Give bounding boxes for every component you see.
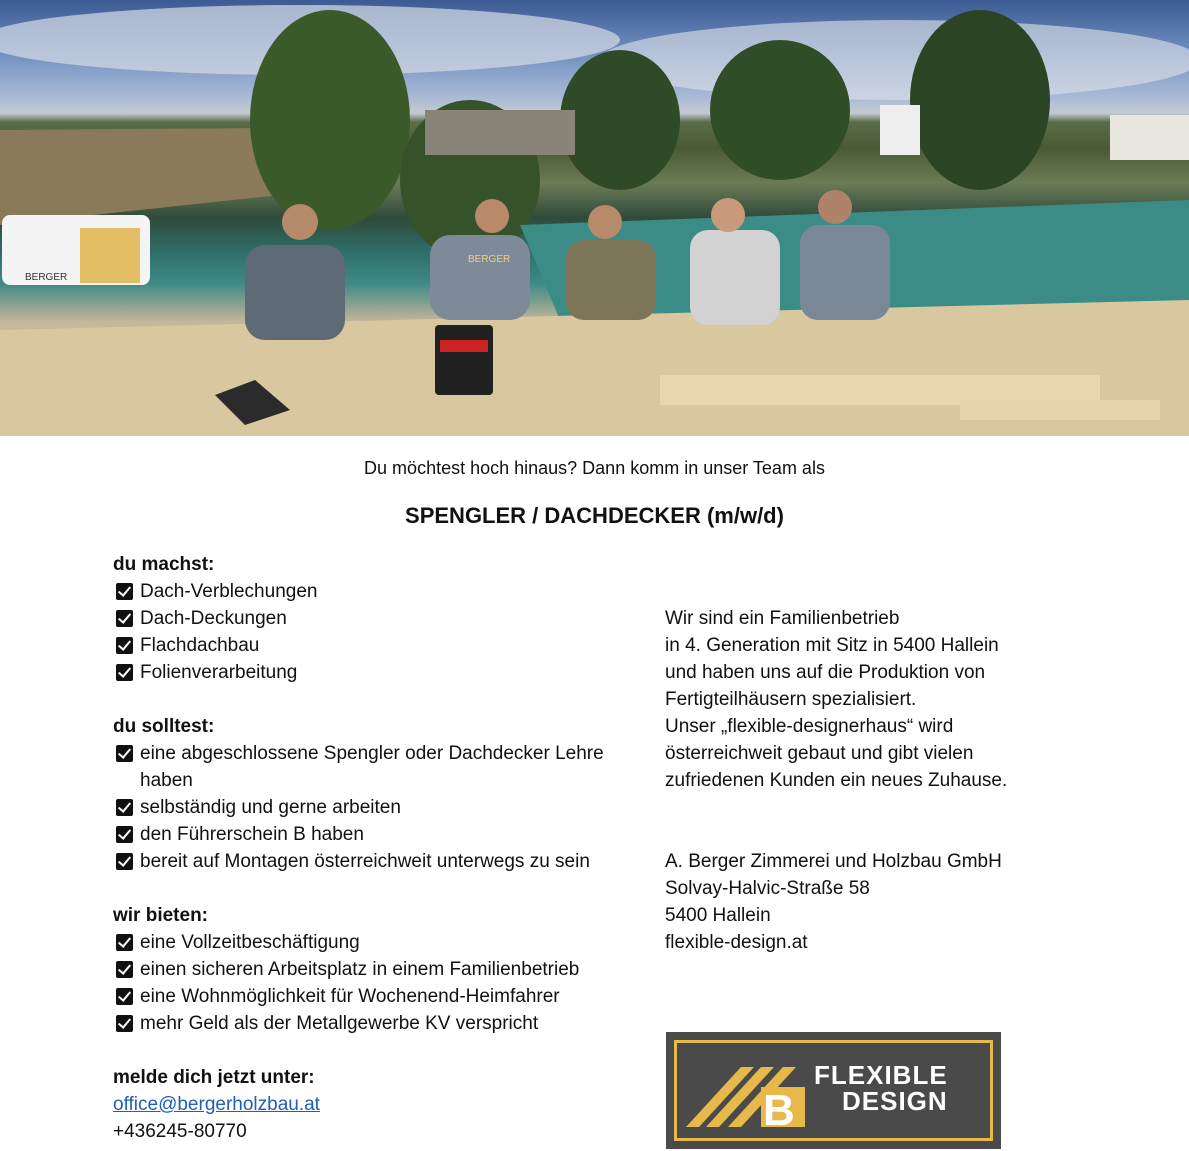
phone-number: +436245-80770 (113, 1121, 247, 1142)
about-line: und haben uns auf die Produktion von (665, 662, 986, 683)
checkbox-icon (116, 799, 133, 816)
shirt-text: BERGER (468, 254, 511, 265)
about-line: Fertigteilhäusern spezialisiert. (665, 689, 917, 710)
checkbox-icon (116, 745, 133, 762)
offer-heading: wir bieten: (113, 905, 209, 926)
company-city: 5400 Hallein (665, 905, 771, 926)
list-item: eine abgeschlossene Spengler oder Dachdecker Lehre haben (113, 740, 645, 794)
company-street: Solvay-Halvic-Straße 58 (665, 878, 870, 899)
checkbox-icon (116, 988, 133, 1005)
about-line: Wir sind ein Familienbetrieb (665, 608, 900, 629)
list-item: einen sicheren Arbeitsplatz in einem Familienbetrieb (113, 956, 653, 983)
checkbox-icon (116, 1015, 133, 1032)
checkbox-icon (116, 610, 133, 627)
list-item: Dach-Deckungen (113, 605, 653, 632)
checkbox-icon (116, 826, 133, 843)
company-info (665, 605, 1065, 956)
contact-heading: melde dich jetzt unter: (113, 1067, 315, 1088)
about-line: in 4. Generation mit Sitz in 5400 Hallein (665, 635, 999, 656)
list-item: Dach-Verblechungen (113, 578, 653, 605)
email-link[interactable]: office@bergerholzbau.at (113, 1094, 320, 1115)
checkbox-icon (116, 961, 133, 978)
list-item: Flachdachbau (113, 632, 653, 659)
company-name: A. Berger Zimmerei und Holzbau GmbH (665, 851, 1002, 872)
list-item: Folienverarbeitung (113, 659, 653, 686)
intro-text: Du möchtest hoch hinaus? Dann komm in unser Team als (364, 458, 825, 478)
flexible-design-logo (666, 1032, 1001, 1149)
list-item: selbständig und gerne arbeiten (113, 794, 653, 821)
checkbox-icon (116, 637, 133, 654)
list-item: eine Vollzeitbeschäftigung (113, 929, 653, 956)
company-website: flexible-design.at (665, 932, 808, 953)
roof-stripes-icon (666, 1032, 816, 1149)
checkbox-icon (116, 664, 133, 681)
van-text: BERGER (25, 272, 68, 283)
about-line: Unser „flexible-designerhaus“ wird (665, 716, 954, 737)
requirements-heading: du solltest: (113, 716, 215, 737)
about-line: zufriedenen Kunden ein neues Zuhause. (665, 770, 1008, 791)
logo-letter: B (763, 1086, 795, 1135)
list-item: bereit auf Montagen österreichweit unterwegs zu sein (113, 848, 653, 875)
hero-photo (0, 0, 1189, 436)
tasks-heading: du machst: (113, 554, 215, 575)
logo-text: FLEXIBLE DESIGN (814, 1060, 948, 1116)
checkbox-icon (116, 583, 133, 600)
checkbox-icon (116, 853, 133, 870)
checkbox-icon (116, 934, 133, 951)
job-details (113, 551, 653, 1145)
about-line: österreichweit gebaut und gibt vielen (665, 743, 974, 764)
job-title: SPENGLER / DACHDECKER (m/w/d) (405, 503, 784, 528)
list-item: mehr Geld als der Metallgewerbe KV verspricht (113, 1010, 653, 1037)
hero-scene (0, 0, 1189, 436)
list-item: den Führerschein B haben (113, 821, 653, 848)
list-item: eine Wohnmöglichkeit für Wochenend-Heimfahrer (113, 983, 653, 1010)
